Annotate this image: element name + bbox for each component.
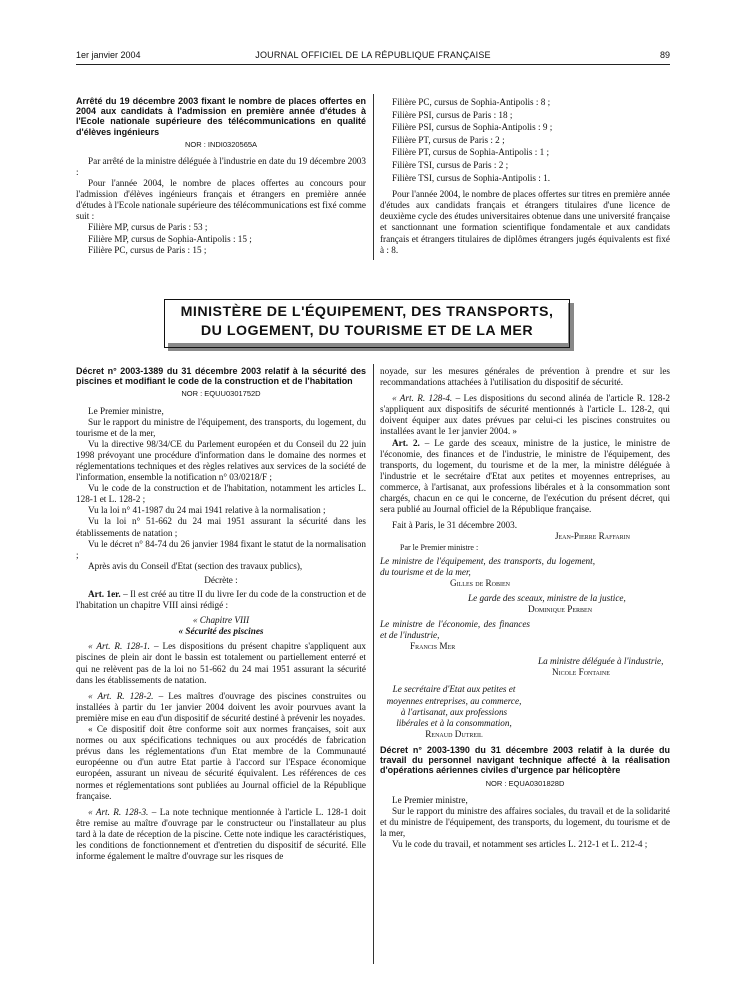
- visa: Vu le code du travail, et notamment ses articles L. 212-1 et L. 212-4 ;: [392, 838, 648, 849]
- list-item: Filière PT, cursus de Paris : 2 ;: [392, 134, 505, 145]
- column-divider: [373, 94, 374, 260]
- arrete-para-1: Par arrêté de la ministre déléguée à l'industrie en date du 19 décembre 2003 :: [76, 155, 366, 177]
- visa: Vu le code de la construction et de l'habitation, notamment les articles L. 128-1 et L. 128-2 ;: [76, 483, 366, 505]
- visa: Sur le rapport du ministre de l'équipement, des transports, du logement, du tourisme et de la mer,: [76, 416, 366, 438]
- par-le-premier-ministre: Par le Premier ministre :: [400, 543, 479, 553]
- article-r128-3-continued: noyade, sur les mesures générales de prévention à prendre et sur les recommandations attachées à l'utilisation du dispositif de sécurité.: [380, 366, 670, 388]
- article-2: Art. 2. – Le garde des sceaux, ministre de la justice, le ministre de l'économie, des finances et de l'industrie, le ministre de l'équipement, des transports, du logement, du tourisme et de la mer, la ministre déléguée à l'industrie et le secrétaire d'Etat aux petites et moyennes entreprises, au commerce, à l'artisanat, aux professions libérales et à la consommation sont chargés, chacun en ce qui le concerne, de l'exécution du présent décret, qui sera publié au Journal officiel de la République française.: [380, 437, 670, 515]
- list-item: Filière PC, cursus de Sophia-Antipolis : 8 ;: [392, 97, 551, 107]
- visa: Vu la directive 98/34/CE du Parlement européen et du Conseil du 22 juin 1998 prévoyant une procédure d'information dans le domaine des normes et réglementations techniques et des règles relatives aux services de la société de l'information, ensemble la notification n° 03/0218/F ;: [76, 438, 366, 483]
- arrete-title: Arrêté du 19 décembre 2003 fixant le nombre de places offertes en 2004 aux candidats à l'admission en première année d'études à l'Ecole nationale supérieure des télécommunications en qualité d'élèves ingénieurs: [76, 96, 366, 137]
- list-item: Filière PSI, cursus de Paris : 18 ;: [392, 109, 513, 120]
- article-1: Art. 1er. – Il est créé au titre II du livre Ier du code de la construction et de l'habitation un chapitre VIII ainsi rédigé :: [76, 589, 366, 611]
- chapter-heading: « Chapitre VIII: [192, 615, 250, 626]
- signer-name: Renaud Dutreil: [425, 728, 483, 739]
- ministry-heading-box: [164, 299, 570, 348]
- arrete-nor: NOR : INDI0320565A: [184, 139, 258, 149]
- signer-name: Gilles de Robien: [450, 577, 511, 588]
- visa: Sur le rapport du ministre des affaires sociales, du travail et de la solidarité et du ministre de l'équipement, des transports, du logement, du tourisme et de la mer,: [380, 805, 670, 838]
- article-r128-3: « Art. R. 128-3. – La note technique mentionnée à l'article L. 128-1 doit être remise au maître d'ouvrage par le constructeur ou l'installateur au plus tard à la date de réception de la piscine. Cette note indique les caractéristiques, les conditions de fonctionnement et d'entretien du dispositif de sécurité. Elle informe également le maître d'ouvrage sur les risques de: [76, 806, 366, 862]
- fait-a-paris: Fait à Paris, le 31 décembre 2003.: [392, 520, 518, 531]
- decret1-pm: Le Premier ministre,: [88, 405, 164, 416]
- article-r128-1: « Art. R. 128-1. – Les dispositions du présent chapitre s'appliquent aux piscines de plein air dont le bassin est totalement ou partiellement enterré et qui ne relèvent pas de la loi no 51-662 du 24 mai 1951 assurant la sécurité dans les établissements de natation.: [76, 641, 366, 685]
- journal-title: JOURNAL OFFICIEL DE LA RÉPUBLIQUE FRANÇAISE: [255, 50, 491, 60]
- signer-name: Dominique Perben: [528, 603, 593, 614]
- signature-block: Le secrétaire d'Etat aux petites et moyennes entreprises, au commerce, à l'artisanat, aux professions libérales et à la consommation, Renaud Dutreil: [384, 684, 524, 739]
- arrete-para-2: Pour l'année 2004, le nombre de places offertes au concours pour l'admission d'élèves ingénieurs français et étrangers en première année d'études à l'Ecole nationale supérieure des télécommunications est fixé comme suit :: [76, 178, 366, 222]
- list-item: Filière PSI, cursus de Sophia-Antipolis : 9 ;: [392, 122, 553, 133]
- decret1-right-column: [380, 366, 670, 850]
- page-number: 89: [659, 50, 670, 60]
- ministry-line-1: MINISTÈRE DE L'ÉQUIPEMENT, DES TRANSPORTS,: [180, 304, 554, 320]
- signature-block: La ministre déléguée à l'industrie, Nicole Fontaine: [538, 656, 670, 678]
- list-item: Filière MP, cursus de Paris : 53 ;: [88, 222, 208, 233]
- column-divider: [373, 364, 374, 964]
- decret2-pm: Le Premier ministre,: [392, 794, 468, 805]
- ministry-line-2: DU LOGEMENT, DU TOURISME ET DE LA MER: [200, 323, 534, 339]
- visa: Vu le décret n° 84-74 du 26 janvier 1984 fixant le statut de la normalisation ;: [76, 538, 366, 560]
- page-header: [76, 50, 670, 62]
- header-date: 1er janvier 2004: [76, 50, 141, 60]
- article-r128-2: « Art. R. 128-2. – Les maîtres d'ouvrage des piscines construites ou installées à partir du 1er janvier 2004 doivent les avoir pourvues avant la première mise en eau d'un dispositif de sécurité destiné à prévenir les noyades.: [76, 690, 366, 723]
- signer-name: Nicole Fontaine: [552, 667, 610, 678]
- arrete-para-3: Pour l'année 2004, le nombre de places offertes sur titres en première année d'études aux candidats français et étrangers titulaires d'une licence de deuxième cycle des études universitaires obtenue dans une université française et sanctionnant une formation scientifique fondamentale et aux candidats français et étrangers titulaires de diplômes étrangers jugés équivalents est fixé à : 8.: [380, 189, 670, 255]
- article-r128-4: « Art. R. 128-4. – Les dispositions du second alinéa de l'article R. 128-2 s'appliquent aux dispositifs de sécurité mentionnés à l'article L. 128-2, qui doivent équiper aux dates prévues par celui-ci les piscines construites ou installées avant le 1er janvier 2004. »: [380, 393, 670, 437]
- decret1-nor: NOR : EQUU0301752D: [181, 389, 261, 399]
- decret1-left-column: [76, 366, 366, 862]
- arrete-left-column: [76, 96, 366, 256]
- list-item: Filière TSI, cursus de Paris : 2 ;: [392, 159, 509, 170]
- list-item: Filière PC, cursus de Paris : 15 ;: [88, 244, 207, 255]
- visa: Vu la loi n° 41-1987 du 24 mai 1941 relative à la normalisation ;: [88, 505, 326, 516]
- arrete-right-column: [380, 96, 670, 256]
- signature-block: Le garde des sceaux, ministre de la justice, Dominique Perben: [468, 593, 670, 615]
- list-item: Filière PT, cursus de Sophia-Antipolis : 1 ;: [392, 147, 550, 158]
- signer-prime-minister: Jean-Pierre Raffarin: [554, 531, 630, 542]
- header-rule: [76, 64, 670, 65]
- visa: Après avis du Conseil d'Etat (section des travaux publics),: [88, 560, 303, 571]
- decrete: Décrète :: [204, 574, 238, 585]
- decret2-nor: NOR : EQUA0301828D: [485, 778, 565, 788]
- decret2-title: Décret n° 2003-1390 du 31 décembre 2003 relatif à la durée du travail du personnel navigant technique affecté à la réalisation d'opérations aériennes civiles d'urgence par hélicoptère: [380, 744, 670, 776]
- signature-block: Le ministre de l'économie, des finances et de l'industrie, Francis Mer: [380, 618, 530, 652]
- visa: Vu la loi n° 51-662 du 24 mai 1951 assurant la sécurité dans les établissements de natation ;: [76, 516, 366, 538]
- list-item: Filière TSI, cursus de Sophia-Antipolis : 1.: [392, 172, 551, 183]
- list-item: Filière MP, cursus de Sophia-Antipolis : 15 ;: [88, 233, 252, 244]
- chapter-title: « Sécurité des piscines: [178, 626, 264, 637]
- article-1-lead: Art. 1er.: [88, 589, 121, 599]
- signature-block: Le ministre de l'équipement, des transports, du logement, du tourisme et de la mer, Gilles de Robien: [380, 555, 595, 588]
- decret1-title: Décret n° 2003-1389 du 31 décembre 2003 relatif à la sécurité des piscines et modifiant le code de la construction et de l'habitation: [76, 366, 366, 387]
- signer-name: Francis Mer: [410, 641, 456, 652]
- article-r128-2-para-2: « Ce dispositif doit être conforme soit aux normes françaises, soit aux normes ou aux spécifications techniques ou aux procédés de fabrication prévus dans les réglementations d'un Etat membre de la Communauté européenne ou d'un autre Etat partie à l'accord sur l'Espace économique européen, assurant un niveau de sécurité équivalent. Les références de ces normes et réglementations sont publiées au Journal officiel de la République française.: [76, 724, 366, 801]
